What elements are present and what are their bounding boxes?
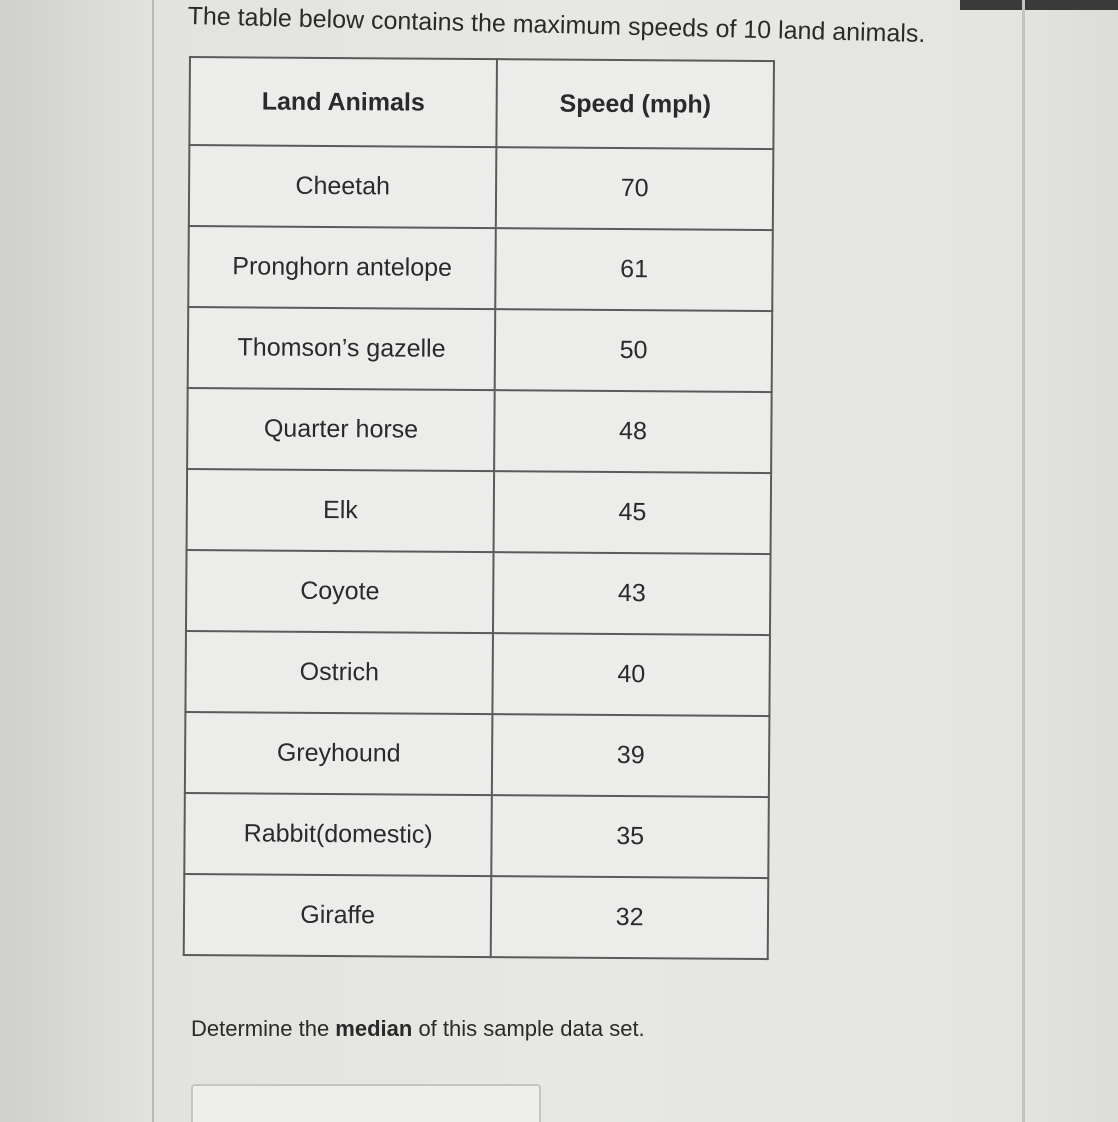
speed-table-container bbox=[183, 56, 775, 960]
speed-cell: 50 bbox=[495, 309, 772, 392]
table-header-row bbox=[189, 57, 774, 149]
animal-cell: Ostrich bbox=[185, 631, 493, 714]
content-right-border bbox=[1022, 0, 1025, 1122]
speed-cell: 70 bbox=[496, 147, 773, 230]
animal-cell: Cheetah bbox=[189, 145, 497, 228]
speed-cell: 39 bbox=[492, 714, 769, 797]
animal-cell: Pronghorn antelope bbox=[188, 226, 496, 309]
table-row bbox=[185, 631, 770, 716]
speed-cell: 48 bbox=[494, 390, 771, 473]
animal-cell: Thomson’s gazelle bbox=[188, 307, 496, 390]
question-prompt bbox=[191, 1016, 645, 1042]
content-left-border bbox=[152, 0, 154, 1122]
speed-cell: 43 bbox=[493, 552, 770, 635]
speed-cell: 40 bbox=[493, 633, 770, 716]
table-row bbox=[188, 226, 773, 311]
table-row bbox=[189, 145, 774, 230]
speed-cell: 45 bbox=[494, 471, 771, 554]
animal-cell: Quarter horse bbox=[187, 388, 495, 471]
table-row bbox=[186, 550, 771, 635]
table-row bbox=[187, 388, 772, 473]
speed-table bbox=[183, 56, 775, 960]
top-edge-bar bbox=[960, 0, 1118, 10]
column-header-land-animals: Land Animals bbox=[189, 57, 497, 147]
animal-cell: Giraffe bbox=[184, 874, 492, 957]
question-suffix: of this sample data set. bbox=[412, 1016, 645, 1041]
animal-cell: Greyhound bbox=[185, 712, 493, 795]
animal-cell: Elk bbox=[187, 469, 495, 552]
question-prefix: Determine the bbox=[191, 1016, 336, 1041]
table-row bbox=[185, 712, 770, 797]
table-row bbox=[188, 307, 773, 392]
speed-cell: 35 bbox=[492, 795, 769, 878]
table-row bbox=[184, 793, 769, 878]
table-row bbox=[187, 469, 772, 554]
animal-cell: Rabbit(domestic) bbox=[184, 793, 492, 876]
question-emphasis: median bbox=[335, 1016, 413, 1041]
speed-cell: 32 bbox=[491, 876, 768, 959]
intro-text: The table below contains the maximum speeds of 10 land animals. bbox=[187, 2, 926, 49]
table-row bbox=[184, 874, 769, 959]
animal-cell: Coyote bbox=[186, 550, 494, 633]
answer-input[interactable] bbox=[191, 1084, 541, 1122]
column-header-speed: Speed (mph) bbox=[497, 59, 774, 149]
speed-cell: 61 bbox=[495, 228, 772, 311]
